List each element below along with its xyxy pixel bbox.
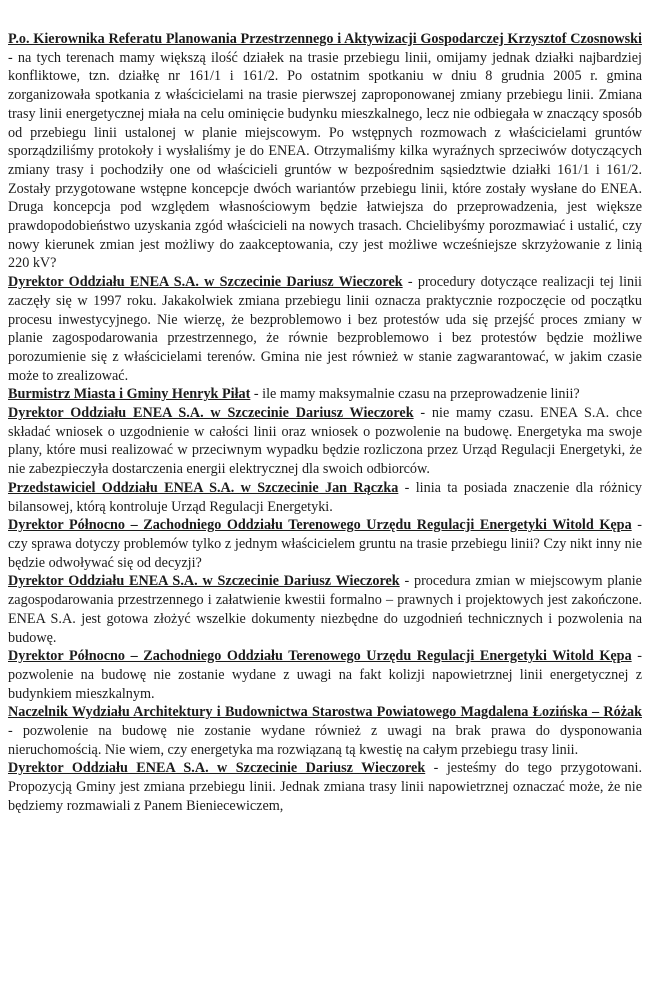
speaker-name: Dyrektor Oddziału ENEA S.A. w Szczecinie Dariusz Wieczorek — [8, 760, 426, 777]
speaker-name: Przedstawiciel Oddziału ENEA S.A. w Szczecinie Jan Rączka — [8, 479, 399, 496]
paragraph — [8, 516, 642, 572]
speaker-name: Dyrektor Oddziału ENEA S.A. w Szczecinie Dariusz Wieczorek — [8, 573, 400, 590]
speaker-name: Naczelnik Wydziału Architektury i Budownictwa Starostwa Powiatowego Magdalena Łozińska – Różak — [8, 704, 642, 721]
paragraph — [8, 30, 642, 273]
paragraph — [8, 404, 642, 479]
speaker-name: Dyrektor Północno – Zachodniego Oddziału Terenowego Urzędu Regulacji Energetyki Witold Kępa — [8, 648, 632, 665]
paragraph-text: - czy sprawa dotyczy problemów tylko z jednym właścicielem gruntu na trasie przebiegu linii? Czy nikt inny nie będzie odwoływać się od decyzji? — [8, 517, 642, 571]
speaker-name: Dyrektor Oddziału ENEA S.A. w Szczecinie Dariusz Wieczorek — [8, 274, 403, 291]
paragraph — [8, 479, 642, 516]
speaker-name: Dyrektor Północno – Zachodniego Oddziału Terenowego Urzędu Regulacji Energetyki Witold Kępa — [8, 517, 632, 534]
paragraph — [8, 273, 642, 385]
paragraph — [8, 572, 642, 647]
paragraph-text: - na tych terenach mamy większą ilość działek na trasie przebiegu linii, omijamy jednak działki najbardziej konfliktowe, tzn. działkę nr 161/1 i 161/2. Po ostatnim spotkaniu w dniu 8 grudnia 2005 r. gmina zorganizowała spotkania z właścicielami na trasie pierwszej zaproponowanej zmiany przebiegu linii. Zmiana trasy linii energetycznej miała na celu ominięcie budynku mieszkalnego, lecz nie odbiegała w znaczący sposób od przebiegu linii ustalonej w planie miejscowym. Po wstępnych rozmowach z właścicielami gruntów sporządziliśmy protokoły i wysłaliśmy je do ENEA. Otrzymaliśmy kilka wyraźnych sprzeciwów dotyczących zmiany trasy i pochodziły one od właścicieli gruntów w bezpośrednim sąsiedztwie działki 161/1 i 161/2. Zostały przygotowane wstępne koncepcje dwóch wariantów przebiegu linii, które zostały wysłane do ENEA. Druga koncepcja pod względem własnościowym będzie łatwiejsza do przeprowadzenia, jest większe prawdopodobieństwo uzyskania zgód właścicieli na nowych trasach. Chcielibyśmy porozmawiać i ustalić, czy nowy kierunek zmian jest możliwy do zaakceptowania, czy jest możliwe wcześniejsze skrzyżowanie z linią 220 kV? — [8, 49, 642, 272]
paragraph-text: - nie mamy czasu. ENEA S.A. chce składać wniosek o uzgodnienie w całości linii oraz wniosek o pozwolenie na budowę. Energetyka ma swoje plany, które musi realizować w przeciwnym wypadku będzie rozliczona przez Urząd Regulacji Energetyki, że nie zabezpieczyła dostarczenia energii elektrycznej dla swoich odbiorców. — [8, 405, 642, 478]
speaker-name: P.o. Kierownika Referatu Planowania Przestrzennego i Aktywizacji Gospodarczej Krzysztof Czosnowski — [8, 31, 642, 47]
speaker-name: Burmistrz Miasta i Gminy Henryk Piłat — [8, 386, 251, 403]
paragraph-text: - procedury dotyczące realizacji tej linii zaczęły się w 1997 roku. Jakakolwiek zmiana przebiegu linii oznacza praktycznie rozpoczęcie od początku procesu inwestycyjnego. Nie wierzę, że bezproblemowo i bez protestów uda się przejść proces zmiany w planie zagospodarowania przestrzennego, że równie bezproblemowo i bez protestów będzie możliwe porozumienie się z właścicielami terenów. Gmina nie jest również w stanie zagwarantować, w jakim czasie może to zrealizować. — [8, 274, 642, 384]
paragraph — [8, 385, 642, 404]
speaker-name: Dyrektor Oddziału ENEA S.A. w Szczecinie Dariusz Wieczorek — [8, 405, 414, 422]
paragraph — [8, 703, 642, 759]
paragraph-text: - jesteśmy do tego przygotowani. Propozycją Gminy jest zmiana przebiegu linii. Jednak zmiana trasy linii napowietrznej oznaczać może, że nie będziemy rozmawiali z Panem Bieniecewiczem, — [8, 760, 642, 814]
paragraph — [8, 759, 642, 815]
paragraph-text: - ile mamy maksymalnie czasu na przeprowadzenie linii? — [250, 386, 580, 403]
paragraph-text: - procedura zmian w miejscowym planie zagospodarowania przestrzennego i załatwienie kwestii formalno – prawnych i projektowych jest zakończone. ENEA S.A. jest gotowa złożyć wszelkie dokumenty niezbędne do uzgodnień technicznych i pozwolenia na budowę. — [8, 573, 642, 646]
paragraph-text: - pozwolenie na budowę nie zostanie wydane z uwagi na fakt kolizji napowietrznej linii energetycznej z budynkiem mieszkalnym. — [8, 648, 642, 702]
paragraph-text: - linia ta posiada znaczenie dla różnicy bilansowej, którą kontroluje Urząd Regulacji Energetyki. — [8, 479, 642, 515]
paragraph — [8, 647, 642, 703]
paragraph-text: - pozwolenie na budowę nie zostanie wydane również z uwagi na brak prawa do dysponowania nieruchomością. Nie wiem, czy energetyka ma rozwiązaną tą kwestię na całym przebiegu trasy linii. — [8, 723, 642, 758]
